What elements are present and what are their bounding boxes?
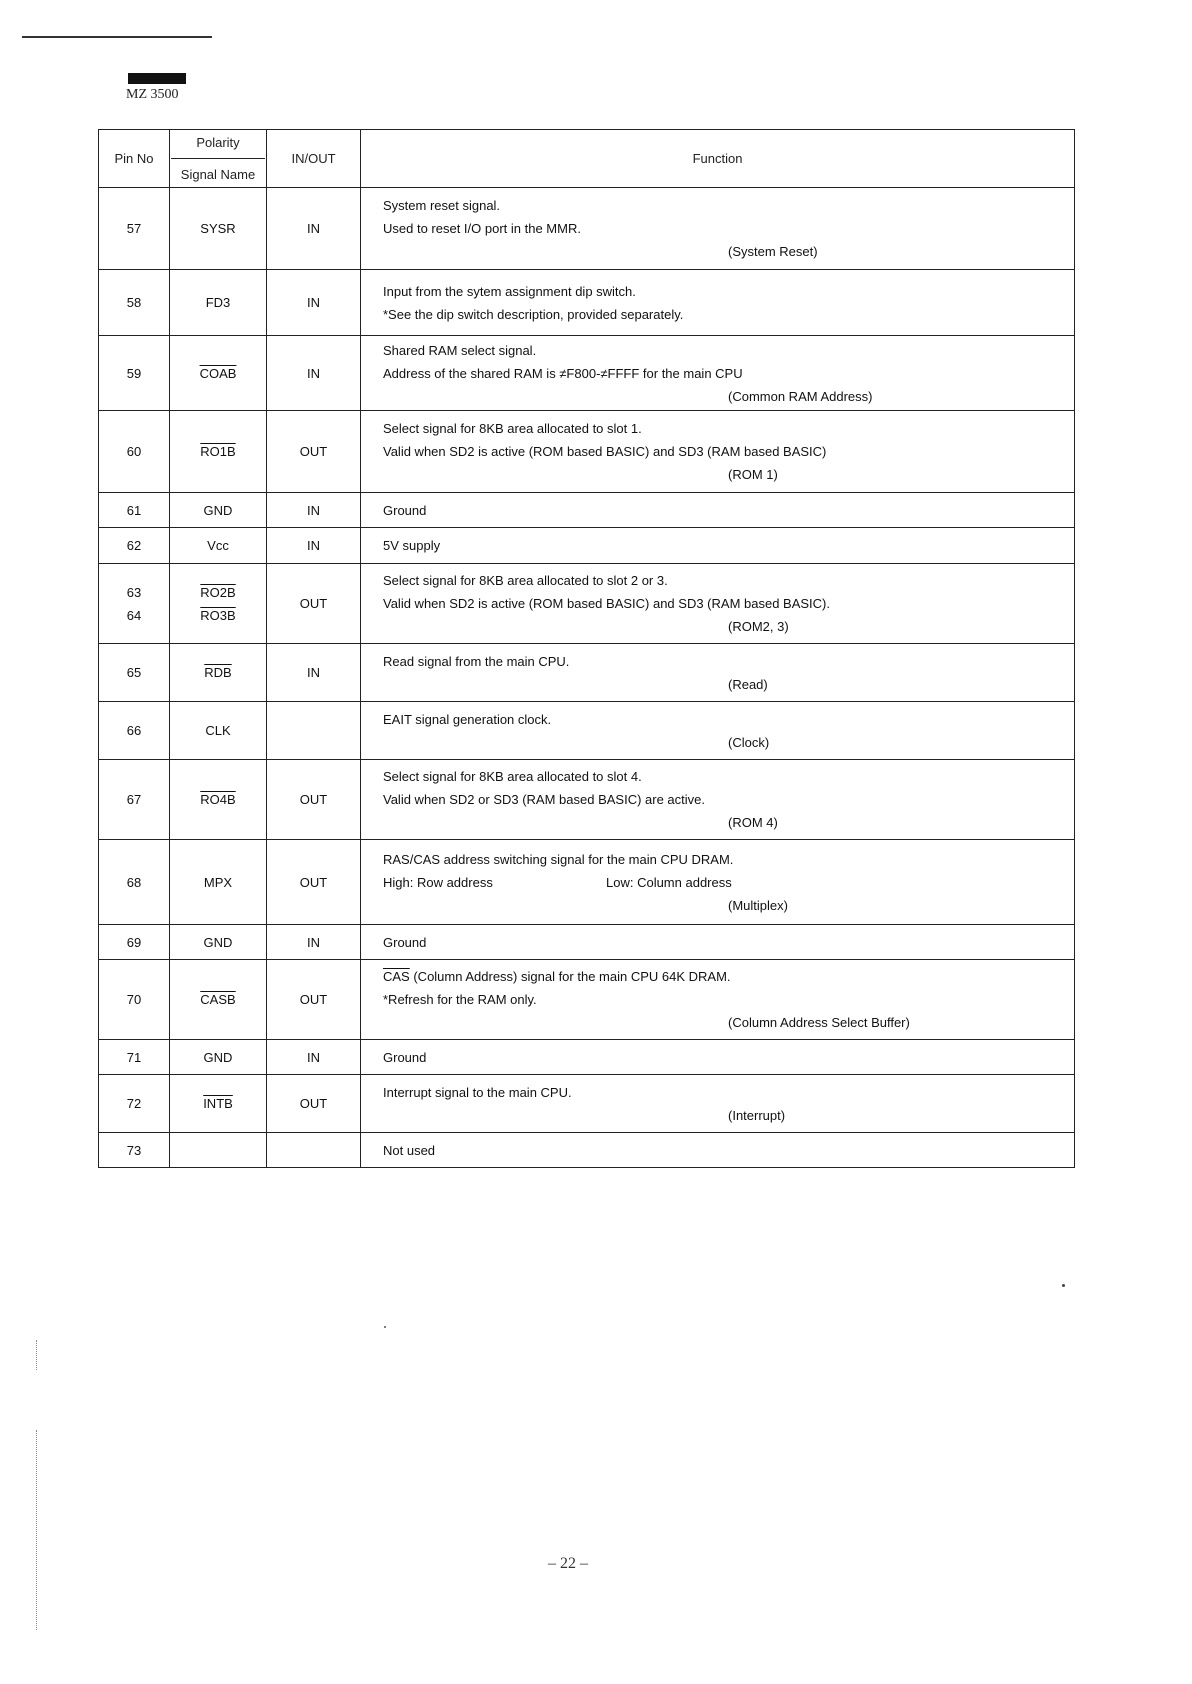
signal-name: RO3B: [200, 607, 236, 623]
header-in-out: IN/OUT: [267, 130, 361, 188]
function-tag: (Interrupt): [728, 1107, 786, 1123]
function-cell: [361, 411, 1075, 493]
signal-name: Vcc: [170, 528, 267, 564]
function-cell: [361, 644, 1075, 702]
signal-name: GND: [170, 493, 267, 528]
function-line: Select signal for 8KB area allocated to slot 1.: [383, 421, 642, 436]
function-cell: [361, 493, 1075, 528]
function-cell: [361, 960, 1075, 1040]
signal-name: RO4B: [200, 792, 236, 807]
in-out: OUT: [267, 1075, 361, 1133]
function-line: Input from the sytem assignment dip switch.: [383, 283, 636, 299]
pin-number: 71: [99, 1040, 170, 1075]
function-line: 5V supply: [383, 538, 441, 553]
function-cell: [361, 564, 1075, 644]
table-row: [99, 1040, 1075, 1075]
pin-number: 61: [99, 493, 170, 528]
scan-speck: [1062, 1284, 1065, 1287]
table-row: [99, 528, 1075, 564]
function-line: Ground: [383, 502, 427, 518]
function-tag: (Multiplex): [728, 897, 788, 913]
table-row: [99, 564, 1075, 644]
header-signal-name: Signal Name: [180, 167, 256, 182]
function-line: Ground: [383, 934, 427, 950]
in-out: IN: [267, 1040, 361, 1075]
in-out: OUT: [267, 564, 361, 644]
function-tag: (ROM2, 3): [728, 619, 789, 634]
function-cell: [361, 702, 1075, 760]
pin-number: 62: [99, 528, 170, 564]
top-rule: [22, 36, 212, 38]
pin-number: 65: [99, 644, 170, 702]
table-row: [99, 270, 1075, 336]
pin-number: 57: [99, 188, 170, 270]
function-cell: [361, 188, 1075, 270]
pin-number: 59: [99, 336, 170, 411]
in-out: [267, 702, 361, 760]
scan-edge-mark: [36, 1340, 37, 1370]
header-pin-no: Pin No: [99, 130, 170, 188]
function-tag: (ROM 4): [728, 815, 778, 830]
function-cell: [361, 1133, 1075, 1168]
table-header-row: [99, 130, 1075, 188]
pin-number: 69: [99, 925, 170, 960]
function-line: Select signal for 8KB area allocated to slot 4.: [383, 769, 642, 784]
function-cell: [361, 925, 1075, 960]
low-label: Low: Column address: [606, 874, 732, 890]
table-row: [99, 188, 1075, 270]
page-number: – 22 –: [548, 1555, 588, 1572]
function-line: Select signal for 8KB area allocated to slot 2 or 3.: [383, 573, 668, 588]
signal-name: COAB: [199, 365, 237, 381]
function-line: Not used: [383, 1142, 436, 1158]
table-row: [99, 1075, 1075, 1133]
high-label: High: Row address: [383, 874, 493, 890]
in-out: IN: [267, 925, 361, 960]
function-tag: (Column Address Select Buffer): [728, 1015, 910, 1030]
in-out: IN: [267, 188, 361, 270]
table-row: [99, 925, 1075, 960]
function-line: Shared RAM select signal.: [383, 342, 537, 358]
high-low-line: [383, 871, 1052, 894]
function-tag: (Clock): [728, 734, 770, 750]
table-row: [99, 840, 1075, 925]
pin-number: 72: [99, 1075, 170, 1133]
function-line: Ground: [383, 1049, 427, 1065]
in-out: OUT: [267, 760, 361, 840]
signal-name: CLK: [170, 702, 267, 760]
function-tag: (Read): [728, 676, 768, 692]
model-label: MZ 3500: [126, 87, 179, 102]
table-row: [99, 644, 1075, 702]
function-line: RAS/CAS address switching signal for the main CPU DRAM.: [383, 851, 734, 867]
function-line: Valid when SD2 or SD3 (RAM based BASIC) are active.: [383, 792, 706, 807]
signal-name: RO1B: [200, 444, 236, 459]
function-line: Used to reset I/O port in the MMR.: [383, 221, 581, 236]
cas-label: $\overline{CAS}$: [383, 969, 410, 984]
pin-number: 60: [99, 411, 170, 493]
function-cell: [361, 1075, 1075, 1133]
table-row: [99, 702, 1075, 760]
pin-number: 58: [99, 270, 170, 336]
table-row: [99, 336, 1075, 411]
function-tag: (Common RAM Address): [728, 388, 873, 404]
function-cell: [361, 760, 1075, 840]
scan-speck: [384, 1326, 386, 1328]
in-out: OUT: [267, 411, 361, 493]
pin-number: 64: [126, 607, 142, 623]
in-out: IN: [267, 644, 361, 702]
signal-name: [170, 1133, 267, 1168]
signal-name: GND: [170, 1040, 267, 1075]
in-out: [267, 1133, 361, 1168]
function-line: EAIT signal generation clock.: [383, 711, 552, 727]
pin-table: [98, 129, 1075, 1168]
function-line: Valid when SD2 is active (ROM based BASIC) and SD3 (RAM based BASIC).: [383, 596, 830, 611]
in-out: OUT: [267, 960, 361, 1040]
header-signal: [170, 130, 267, 188]
in-out: IN: [267, 270, 361, 336]
signal-name: RO2B: [200, 584, 236, 600]
signal-name: CASB: [200, 992, 236, 1007]
function-line: Valid when SD2 is active (ROM based BASIC) and SD3 (RAM based BASIC): [383, 444, 827, 459]
signal-name: SYSR: [170, 188, 267, 270]
function-line: Read signal from the main CPU.: [383, 653, 570, 669]
signal-name: FD3: [170, 270, 267, 336]
signal-name: GND: [170, 925, 267, 960]
scan-edge-mark: [36, 1430, 37, 1630]
function-line: [383, 965, 1052, 988]
table-row: [99, 411, 1075, 493]
signal-name: $\overline{RDB}$: [204, 665, 232, 680]
pin-number: 70: [99, 960, 170, 1040]
table-row: [99, 493, 1075, 528]
function-line: System reset signal.: [383, 198, 501, 213]
function-line: *Refresh for the RAM only.: [383, 992, 537, 1007]
function-tag: (ROM 1): [728, 467, 778, 482]
pin-number: 63: [126, 584, 142, 600]
pin-number: 73: [99, 1133, 170, 1168]
table-row: [99, 760, 1075, 840]
function-cell: [361, 528, 1075, 564]
function-cell: [361, 840, 1075, 925]
in-out: IN: [267, 336, 361, 411]
function-cell: [361, 336, 1075, 411]
cas-description: (Column Address) signal for the main CPU 64K DRAM.: [409, 969, 731, 984]
function-line: *See the dip switch description, provided separately.: [383, 306, 684, 322]
pin-number: 67: [99, 760, 170, 840]
table-row: [99, 960, 1075, 1040]
redaction-bar: [128, 73, 186, 84]
in-out: OUT: [267, 840, 361, 925]
pin-number: 68: [99, 840, 170, 925]
header-polarity: Polarity: [171, 131, 265, 159]
signal-name: MPX: [170, 840, 267, 925]
function-line: Address of the shared RAM is ≠F800-≠FFFF for the main CPU: [383, 365, 743, 381]
function-cell: [361, 270, 1075, 336]
pin-number: 66: [99, 702, 170, 760]
table-row: [99, 1133, 1075, 1168]
signal-name: INTB: [203, 1096, 233, 1111]
function-tag: (System Reset): [728, 244, 818, 259]
in-out: IN: [267, 493, 361, 528]
in-out: IN: [267, 528, 361, 564]
function-line: Interrupt signal to the main CPU.: [383, 1084, 572, 1100]
function-cell: [361, 1040, 1075, 1075]
header-function: Function: [361, 130, 1075, 188]
